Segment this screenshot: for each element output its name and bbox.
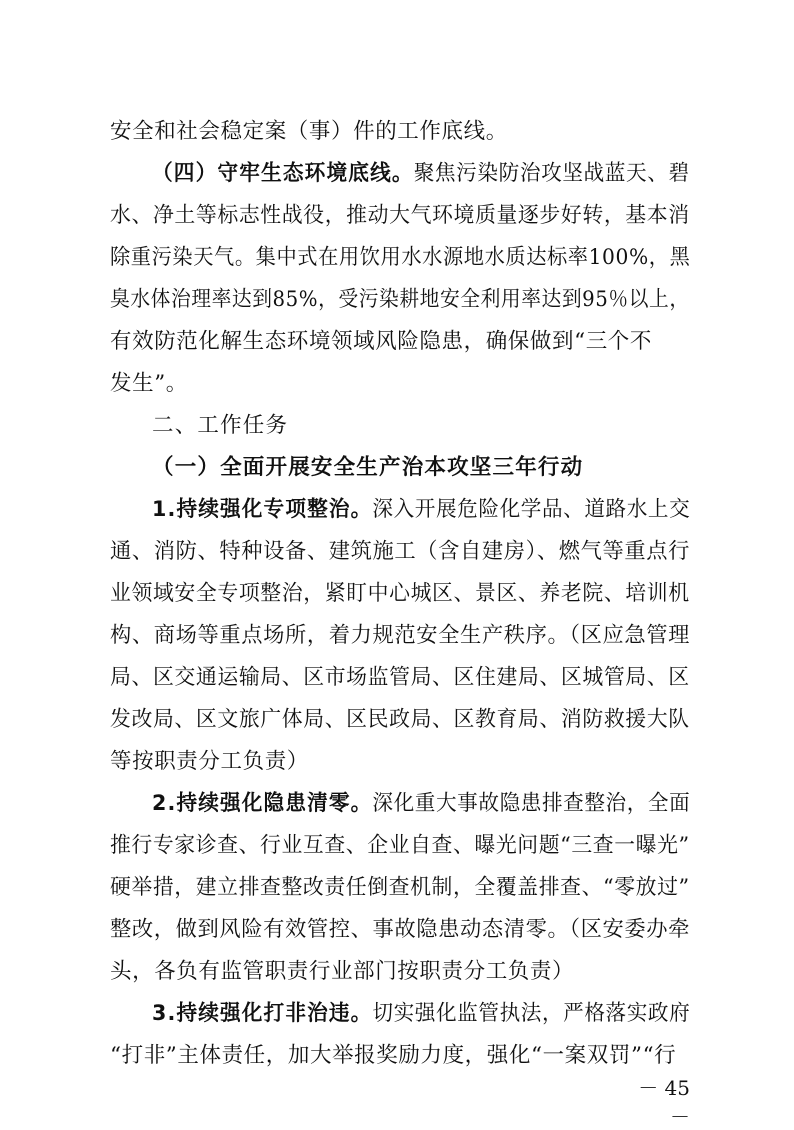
item-heading-2: 2.持续强化隐患清零。深化重大事故隐患排查整治，全面 (152, 791, 691, 816)
subsection-title: （一）全面开展安全生产治本攻坚三年行动 (152, 455, 584, 480)
section-title: 二、工作任务 (152, 413, 289, 438)
text-line: 臭水体治理率达到85%，受污染耕地安全利用率达到95％以上， (110, 287, 690, 312)
text-line: 构、商场等重点场所，着力规范安全生产秩序。（区应急管理 (110, 623, 690, 648)
text-line: 除重污染天气。集中式在用饮用水水源地水质达标率100%，黑 (110, 245, 691, 270)
text-line: 硬举措，建立排查整改责任倒查机制，全覆盖排查、“零放过” (110, 875, 690, 900)
text-line: 发生”。 (110, 371, 188, 396)
item-heading-3: 3.持续强化打非治违。切实强化监管执法，严格落实政府 (152, 1001, 691, 1026)
text-line: 业领域安全专项整治，紧盯中心城区、景区、养老院、培训机 (110, 581, 690, 606)
page-number: － 45 － (638, 1076, 690, 1129)
text-line: 整改，做到风险有效管控、事故隐患动态清零。（区安委办牵 (110, 917, 690, 942)
text-line: 有效防范化解生态环境领域风险隐患，确保做到“三个不 (110, 329, 652, 354)
text-line: 通、消防、特种设备、建筑施工（含自建房）、燃气等重点行 (110, 539, 690, 564)
text-line: 等按职责分工负责） (110, 749, 309, 774)
item-heading-1: 1.持续强化专项整治。深入开展危险化学品、道路水上交 (152, 497, 691, 522)
text-line: 局、区交通运输局、区市场监管局、区住建局、区城管局、区 (110, 665, 690, 690)
text-line: 推行专家诊查、行业互查、企业自查、曝光问题“三查一曝光” (110, 833, 690, 858)
text-line: 安全和社会稳定案（事）件的工作底线。 (110, 119, 508, 144)
text-line: 头，各负有监管职责行业部门按职责分工负责） (110, 959, 575, 984)
text-line: 水、净土等标志性战役，推动大气环境质量逐步好转，基本消 (110, 203, 690, 228)
section-heading-4: （四）守牢生态环境底线。聚焦污染防治攻坚战蓝天、碧 (152, 161, 690, 186)
text-line: “打非”主体责任，加大举报奖励力度，强化“一案双罚”“行 (110, 1043, 677, 1068)
text-line: 发改局、区文旅广体局、区民政局、区教育局、消防救援大队 (110, 707, 690, 732)
